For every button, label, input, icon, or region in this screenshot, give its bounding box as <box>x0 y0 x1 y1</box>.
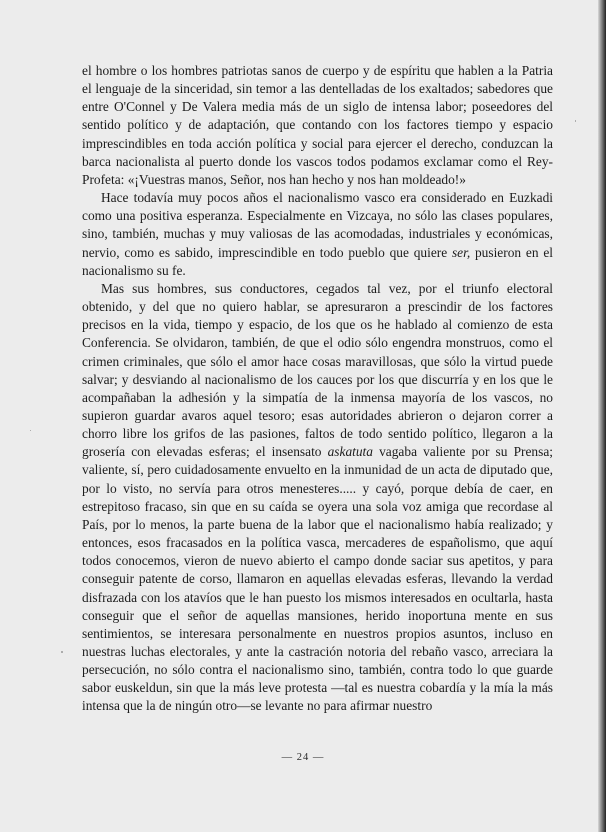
paragraph-text: Mas sus hombres, sus conductores, cegados tal vez, por el triunfo electoral obtenido, y del que no quiero hablar, se apresuraron a prescindir de los factores precisos en la vida, tiempo y espacio, de los que os he hablado al comienzo de esta Conferencia. Se olvidaron, también, de que el odio sólo engendra monstruos, como el crimen criminales, que sólo el amor hace cosas maravillosas, que sólo la virtud puede salvar; y desviando al nacionalismo de los cauces por los que discurría y en los que le acompañaban la adhesión y la simpatía de la inmensa mayoría de los vascos, no supieron guardar avaros aquel tesoro; esas autoridades abrieron o dejaron correr a chorro libre los grifos de las pasiones, faltos de todo sentido político, llegaron a la grosería con elevadas esferas; el insensato <box>82 280 553 460</box>
page-number: — 24 — <box>281 752 325 763</box>
paragraph-continuation: el hombre o los hombres patriotas sanos de cuerpo y de espíritu que hablen a la Patria el lenguaje de la sinceridad, sin temor a las dentelladas de los exaltados; sabedores que entre O'Connel y De Valera media más de un siglo de intensa labor; poseedores del sentido político y de adaptación, que contando con los factores tiempo y espacio imprescindibles en toda acción política y social para ejercer el derecho, conduzcan la barca nacionalista al puerto donde los vascos todos podamos exclamar como el Rey-Profeta: «¡Vuestras manos, Señor, nos han hecho y nos han moldeado!» <box>82 63 553 187</box>
paragraph-text: vagaba valiente por su Prensa; valiente, sí, pero cuidadosamente envuelto en la inmunidad de un acta de diputado que, por lo visto, no servía para otros menesteres..... y cayó, porque debía de caer, en estrepitoso fracaso, sin que en su caída se oyera una sola voz amiga que recordase al País, por lo menos, la parte buena de la labor que el nacionalismo había realizado; y entonces, esos fracasados en la política vasca, mercaderes de españolismo, que aquí todos conocemos, vieron de nuevo abierto el campo donde saciar sus apetitos, y para conseguir patente de corso, llamaron en aquellas elevadas esferas, llevando la verdad disfrazada con los atavíos que le han puesto los mismos interesados en ocultarla, hasta conseguir que el señor de aquellas mansiones, herido inoportuna mente en sus sentimientos, se interesara personalmente en nuestros propios asuntos, incluso en nuestras luchas electorales, y ante la castración notoria del rebaño vasco, arreciara la persecución, no sólo contra el nacionalismo sino, también, contra todo lo que guarde sabor euskeldun, sin que la más leve protesta —tal es nuestra cobardía y la mía la más intensa que la de ningún otro—se levante no para afirmar nuestro <box>82 444 553 714</box>
emphasis-word: ser, <box>451 244 471 260</box>
paragraph <box>82 280 553 716</box>
page-edge-shadow <box>598 0 606 832</box>
paragraph-text: pusieron en el nacionalismo su fe. <box>82 244 553 278</box>
body-text <box>82 62 553 716</box>
paragraph-text: Hace todavía muy pocos años el nacionalismo vasco era considerado en Euzkadi como una positiva esperanza. Especialmente en Vizcaya, no sólo las clases populares, sino, también, muchas y muy valiosas de las acomodadas, industriales y económicas, nervio, como es sabido, imprescindible en todo pueblo que quiere <box>82 190 553 260</box>
paper-speck <box>30 430 31 431</box>
paper-speck <box>575 120 576 122</box>
paper-speck <box>61 651 63 653</box>
paragraph <box>82 189 553 280</box>
emphasis-word: askatuta <box>327 444 373 460</box>
